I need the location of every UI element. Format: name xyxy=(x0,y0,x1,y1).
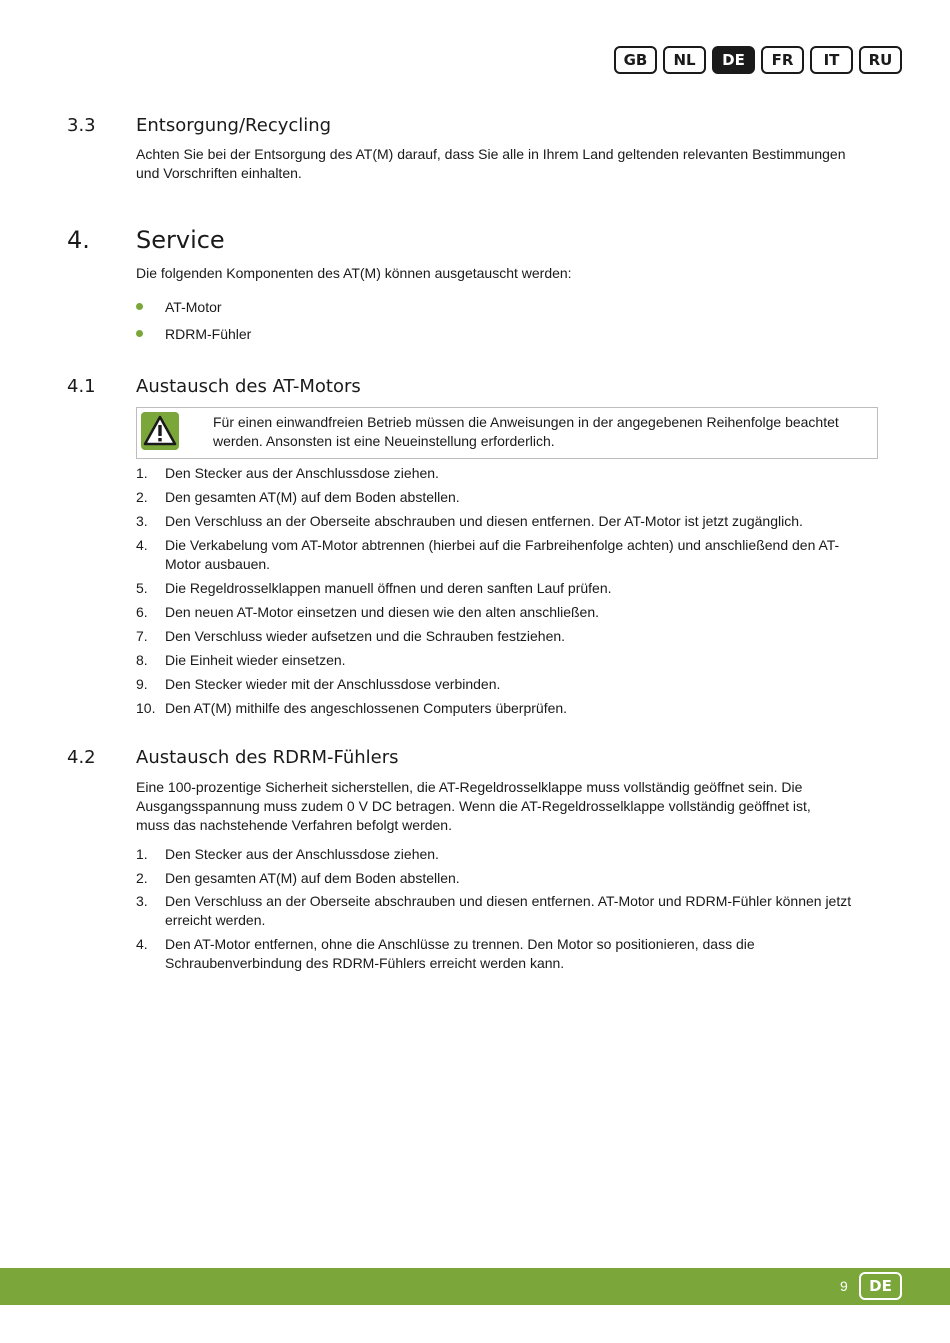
warning-box xyxy=(136,407,878,459)
lang-tab-ru[interactable]: RU xyxy=(859,46,902,74)
section-4-1-number: 4.1 xyxy=(67,376,96,397)
step-text: Den Stecker wieder mit der Anschlussdose verbinden. xyxy=(165,676,501,692)
language-selector xyxy=(614,46,902,74)
warning-icon xyxy=(141,412,179,450)
step-text: Die Verkabelung vom AT-Motor abtrennen (hierbei auf die Farbreihenfolge achten) und anschließend den AT-Motor ausbauen. xyxy=(165,537,840,572)
page-number: 9 xyxy=(840,1278,848,1294)
step-text: Den AT(M) mithilfe des angeschlossenen Computers überprüfen. xyxy=(165,700,568,716)
bullet-dot xyxy=(136,303,143,310)
step-number: 9. xyxy=(136,676,148,692)
step-text: Den AT-Motor entfernen, ohne die Anschlüsse zu trennen. Den Motor so positionieren, dass die Schraubenverbindung des RDRM-Fühlers erreicht werden kann. xyxy=(165,936,755,971)
step-number: 5. xyxy=(136,580,148,596)
step-number: 6. xyxy=(136,604,148,620)
step-number: 10. xyxy=(136,700,156,716)
bullet-text: RDRM-Fühler xyxy=(165,326,252,342)
section-4-1-title: Austausch des AT-Motors xyxy=(136,376,361,397)
step-text: Den Stecker aus der Anschlussdose ziehen. xyxy=(165,465,439,481)
step-text: Den Stecker aus der Anschlussdose ziehen. xyxy=(165,846,439,862)
step-number: 1. xyxy=(136,465,148,481)
step-text: Die Einheit wieder einsetzen. xyxy=(165,652,346,668)
footer-bar xyxy=(0,1268,950,1305)
section-4-title: Service xyxy=(136,226,225,254)
step-text: Den Verschluss an der Oberseite abschrauben und diesen entfernen. AT-Motor und RDRM-Fühler können jetzt erreicht werden. xyxy=(165,893,852,928)
bullet-text: AT-Motor xyxy=(165,299,222,315)
section-3-3-title: Entsorgung/Recycling xyxy=(136,115,332,136)
step-text: Den neuen AT-Motor einsetzen und diesen wie den alten anschließen. xyxy=(165,604,600,620)
step-text: Den gesamten AT(M) auf dem Boden abstellen. xyxy=(165,870,460,886)
section-4-intro: Die folgenden Komponenten des AT(M) können ausgetauscht werden: xyxy=(136,265,572,281)
lang-tab-de[interactable]: DE xyxy=(712,46,755,74)
step-number: 3. xyxy=(136,513,148,529)
step-number: 3. xyxy=(136,893,148,909)
step-text: Den gesamten AT(M) auf dem Boden abstellen. xyxy=(165,489,460,505)
step-number: 8. xyxy=(136,652,148,668)
footer-language-badge: DE xyxy=(859,1272,902,1300)
step-number: 4. xyxy=(136,537,148,553)
bullet-dot xyxy=(136,330,143,337)
step-number: 2. xyxy=(136,870,148,886)
section-3-3-text: Achten Sie bei der Entsorgung des AT(M) darauf, dass Sie alle in Ihrem Land geltenden relevanten Bestimmungen und Vorschriften einhalten. xyxy=(136,146,846,181)
lang-tab-gb[interactable]: GB xyxy=(614,46,657,74)
section-4-2-number: 4.2 xyxy=(67,747,96,768)
lang-tab-it[interactable]: IT xyxy=(810,46,853,74)
step-text: Den Verschluss wieder aufsetzen und die Schrauben festziehen. xyxy=(165,628,566,644)
section-4-2-title: Austausch des RDRM-Fühlers xyxy=(136,747,399,768)
lang-tab-nl[interactable]: NL xyxy=(663,46,706,74)
section-3-3-number: 3.3 xyxy=(67,115,96,136)
warning-text: Für einen einwandfreien Betrieb müssen die Anweisungen in der angegebenen Reihenfolge beachtet werden. Ansonsten ist eine Neueinstellung erforderlich. xyxy=(213,414,839,449)
section-4-2-intro: Eine 100-prozentige Sicherheit sicherstellen, die AT-Regeldrosselklappe muss vollständig geöffnet sein. Die Ausgangsspannung muss zudem 0 V DC betragen. Wenn die AT-Regeldrosselklappe vollständig geöffnet ist, muss das nachstehende Verfahren befolgt werden. xyxy=(136,779,811,833)
step-number: 1. xyxy=(136,846,148,862)
lang-tab-fr[interactable]: FR xyxy=(761,46,804,74)
step-number: 7. xyxy=(136,628,148,644)
step-text: Die Regeldrosselklappen manuell öffnen und deren sanften Lauf prüfen. xyxy=(165,580,612,596)
step-text: Den Verschluss an der Oberseite abschrauben und diesen entfernen. Der AT-Motor ist jetzt zugänglich. xyxy=(165,513,803,529)
step-number: 2. xyxy=(136,489,148,505)
step-number: 4. xyxy=(136,936,148,952)
section-4-number: 4. xyxy=(67,226,90,254)
